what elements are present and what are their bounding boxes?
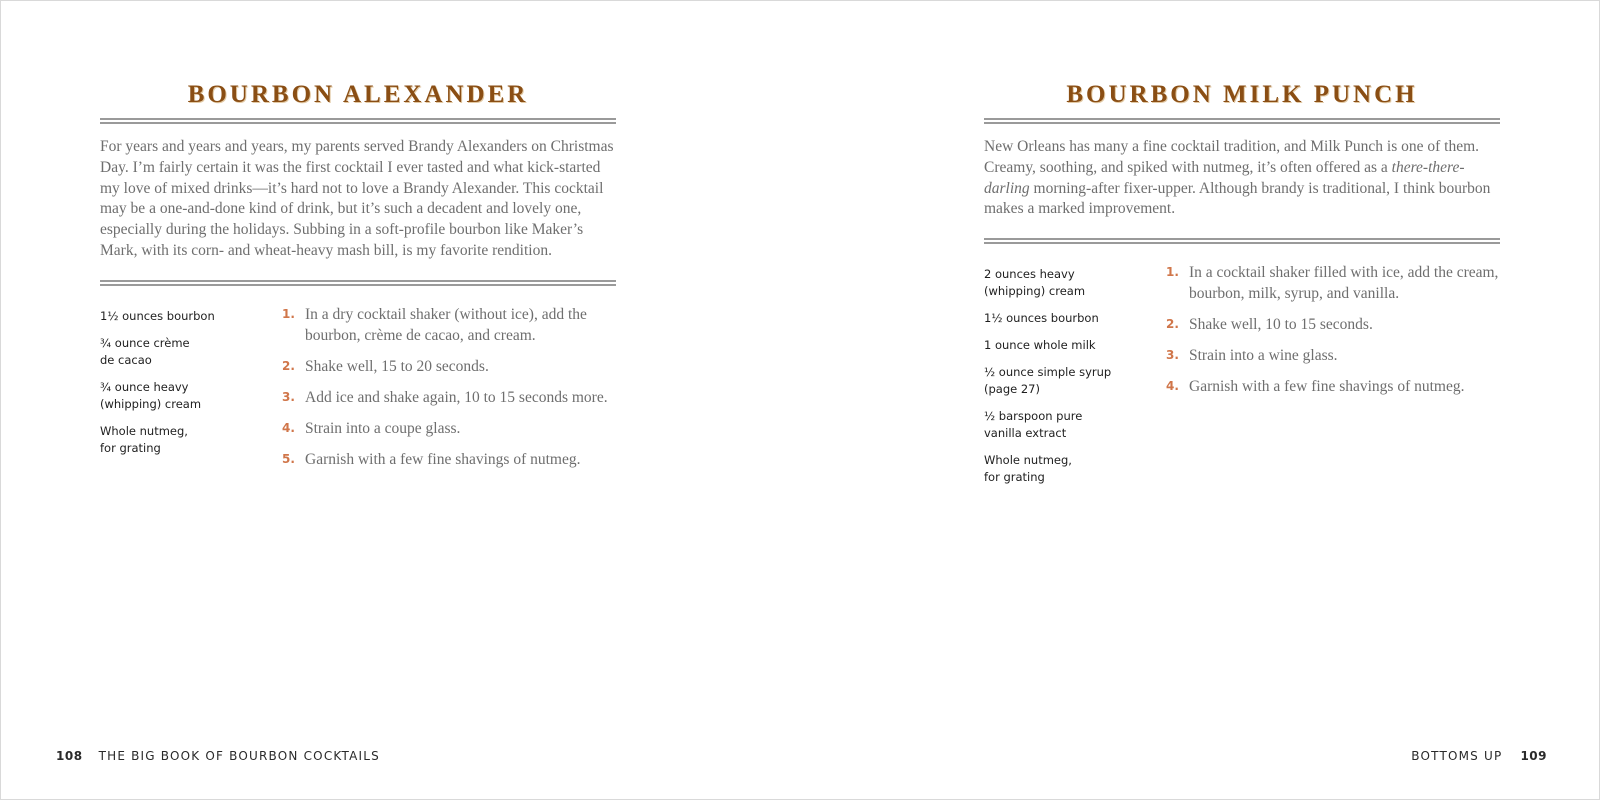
page-footer: [56, 749, 380, 763]
step-text: Garnish with a few fine shavings of nutmeg.: [305, 450, 581, 468]
intro-italic: there-there-darling: [984, 158, 1465, 197]
ingredient-item: 1½ ounces bourbon: [984, 311, 1099, 326]
step-text: Shake well, 10 to 15 seconds.: [1189, 316, 1373, 334]
page-number: 108: [56, 749, 83, 763]
step-item: [282, 418, 616, 439]
left-recipe: [100, 76, 616, 468]
step-item: [1166, 376, 1500, 397]
ingredient-item: 1½ ounces bourbon: [100, 308, 215, 323]
step-text: In a cocktail shaker filled with ice, add the cream, bourbon, milk, syrup, and vanilla.: [1189, 264, 1499, 303]
step-number: 5.: [282, 451, 295, 466]
step-item: [1166, 262, 1500, 304]
step-item: [282, 449, 616, 470]
step-list: [282, 304, 616, 480]
step-number: 4.: [1166, 379, 1179, 394]
intro-rule: [984, 238, 1500, 244]
step-text: Garnish with a few fine shavings of nutmeg.: [1189, 378, 1465, 396]
running-title: BOTTOMS UP: [1411, 749, 1503, 763]
ingredient-item: ½ barspoon pure vanilla extract: [984, 409, 1083, 441]
step-number: 2.: [282, 358, 295, 373]
recipe-intro: For years and years and years, my parents served Brandy Alexanders on Christmas Day. I’m fairly certain it was the first cocktail I ever tasted and what kick-started my love of mixed drinks—it’s hard not to love a Brandy Alexander. This cocktail may be a one-and-done kind of drink, but it’s such a decadent and lovely one, especially during the holidays. Subbing in a soft-profile bourbon like Maker’s Mark, with its corn- and wheat-heavy mash bill, is my favorite rendition.: [100, 138, 614, 259]
ingredient-list: [100, 308, 270, 467]
ingredient-list: [984, 266, 1154, 496]
right-recipe: [984, 76, 1500, 485]
step-text: Strain into a wine glass.: [1189, 347, 1338, 365]
ingredient-item: ¾ ounce heavy (whipping) cream: [100, 379, 202, 411]
step-text: Add ice and shake again, 10 to 15 seconds more.: [305, 388, 608, 406]
ingredient-item: ¾ ounce crème de cacao: [100, 335, 190, 367]
page-number: 109: [1520, 749, 1547, 763]
ingredient-item: Whole nutmeg, for grating: [100, 423, 188, 455]
step-text: Shake well, 15 to 20 seconds.: [305, 357, 489, 375]
step-item: [282, 387, 616, 408]
step-text: Strain into a coupe glass.: [305, 419, 461, 437]
step-text: In a dry cocktail shaker (without ice), add the bourbon, crème de cacao, and cream.: [305, 305, 587, 344]
title-rule: [984, 118, 1500, 124]
page-footer: [1411, 749, 1547, 763]
ingredient-item: 1 ounce whole milk: [984, 338, 1096, 353]
title-rule: [100, 118, 616, 124]
recipe-title: BOURBON MILK PUNCH: [1066, 81, 1418, 108]
step-item: [1166, 314, 1500, 335]
step-number: 4.: [282, 420, 295, 435]
running-title: THE BIG BOOK OF BOURBON COCKTAILS: [98, 749, 380, 763]
step-number: 2.: [1166, 317, 1179, 332]
ingredient-item: Whole nutmeg, for grating: [984, 453, 1072, 485]
ingredient-item: 2 ounces heavy (whipping) cream: [984, 267, 1086, 299]
step-number: 3.: [1166, 348, 1179, 363]
intro-text: New Orleans has many a fine cocktail tradition, and Milk Punch is one of them. Creamy, soothing, and spiked with nutmeg, it’s often offered as a: [984, 138, 1480, 176]
recipe-intro: [984, 137, 1500, 220]
intro-text: morning-after fixer-upper. Although brandy is traditional, I think bourbon makes a marked improvement.: [984, 179, 1491, 218]
right-page: [801, 1, 1600, 799]
step-item: [282, 304, 616, 346]
left-page: [1, 1, 801, 799]
step-list: [1166, 262, 1500, 407]
recipe-title: BOURBON ALEXANDER: [187, 81, 529, 108]
ingredient-item: ½ ounce simple syrup (page 27): [984, 365, 1112, 397]
intro-rule: [100, 280, 616, 286]
step-number: 1.: [282, 306, 295, 321]
step-number: 3.: [282, 389, 295, 404]
step-item: [1166, 345, 1500, 366]
step-number: 1.: [1166, 265, 1179, 280]
step-item: [282, 356, 616, 377]
